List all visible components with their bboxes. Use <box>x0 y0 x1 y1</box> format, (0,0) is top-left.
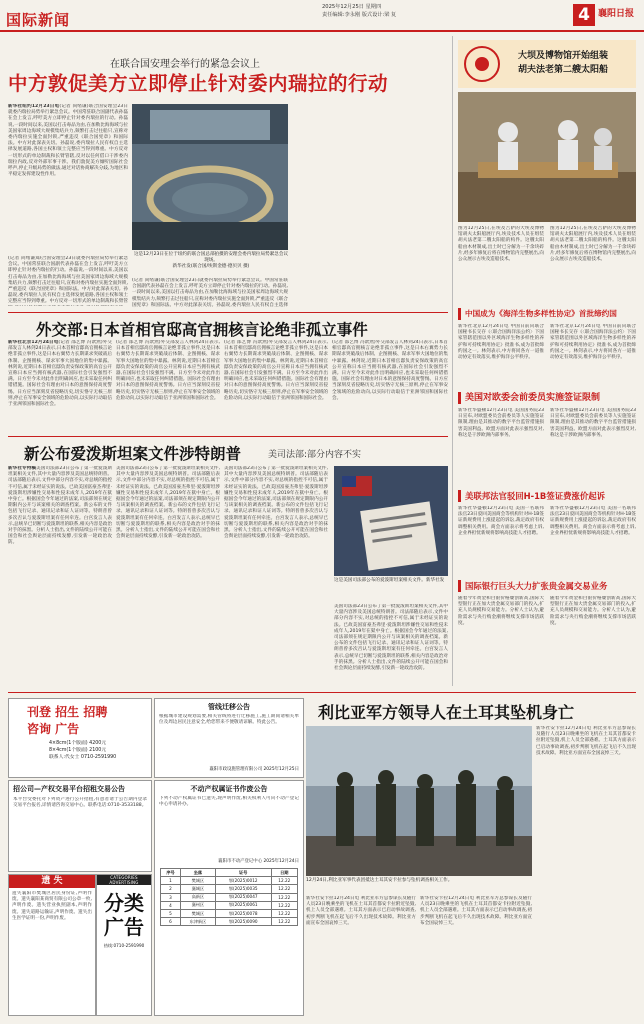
solar-boat-assembly-photo <box>458 92 636 222</box>
rate-lines: 4×8cm(1个版面) 4200元 8×4cm(1个版面) 2100元 联系人:代女士 0710-2591990 <box>49 741 117 760</box>
story3-col1: 新华社专特稿美国司法部23日公布了第一批爱泼斯坦案相关文件,其中大量内容涉及美国总统特朗普。司法部随后表示,文件中部分内容不实,对总统的指控不可信,属于未经证实的说法。已故美国富豪杰弗里·爱泼斯坦涉嫌性交易和性侵未成年人,2019年在狱中身亡。根据国会今年通过的法案,司法部须在规定期限内公开与该案相关的调查档案。新公布的文件包括飞行记录、通讯记录和证人证词等。特朗普曾多次否认与爱泼斯坦案有任何牵连。白宫发言人表示,总统早已切断与爱泼斯坦的联系,相关内容是政治对手的抹黑。分析人士指出,文件的陆续公开可能在国会和社会舆论层面持续发酵,引发新一轮政治攻防。 <box>8 466 112 546</box>
classified-phone: 热线:0710-2591990 <box>103 943 145 948</box>
news3-body-1: 新华社华盛顿12月23日电 美国一名联邦法官23日驳回美国商会等机构针对H-1B签证新规费用上涨提起的诉讼,裁定政府有权调整相关费用。商会方面表示将考虑上诉,企业界担忧新规将影响高技能人才招聘。 <box>458 506 544 536</box>
pipeline-sign: 襄阳市政设施管理有限公司 2025年12月25日 <box>209 767 299 772</box>
lost-notices <box>8 874 96 1016</box>
lead-headline: 中方敦促美方立即停止针对委内瑞拉的行动 <box>8 72 389 95</box>
table-row: 3 高新区 鄂(2025)0047 12.22 <box>161 893 298 901</box>
table-header-row: 序号 坐落 证号 日期 <box>161 869 298 877</box>
documents-photo <box>334 466 448 576</box>
news2-headline: 美国对欧委会前委员实施签证限制 <box>458 392 637 404</box>
news2-body-2: 新华社华盛顿12月23日电 美国国务院23日宣布,对欧盟委员会前委员等人实施签证限制,理由是其推动的数字平台监管措施损害美国利益。欧盟方面对此表示强烈反对,称这是干涉欧洲内部事务。 <box>550 408 636 438</box>
property-body: 下列不动产权属证书已遗失,现声明作废,相关权利人可向不动产登记中心申请补办。 <box>159 796 299 808</box>
pipeline-notice <box>154 698 304 778</box>
column-divider <box>452 36 453 686</box>
news3-body-2: 新华社华盛顿12月23日电 美国一名联邦法官23日驳回美国商会等机构针对H-1B签证新规费用上涨提起的诉讼,裁定政府有权调整相关费用。商会方面表示将考虑上诉,企业界担忧新规将影响高技能人才招聘。 <box>550 506 636 536</box>
story3-photo <box>334 466 448 576</box>
table-row: 4 襄州区 鄂(2025)0061 12.22 <box>161 901 298 909</box>
libya-body-2: 新华社安卡拉12月24日电 利比亚军方总参谋长及随行人员23日晚乘坐的飞机在土耳其首都安卡拉附近坠毁,机上人员全部遇难。土耳其方面表示已启动事故调查,初步判断飞机在起飞后不久出现技术故障。利比亚方面宣布全国哀悼三天。 <box>420 896 532 926</box>
editor-line: 责任编辑:李永刚 版式设计:梁 复 <box>322 11 397 18</box>
story3-col2: 美国司法部23日公布了第一批爱泼斯坦案相关文件,其中大量内容涉及美国总统特朗普。司法部随后表示,文件中部分内容不实,对总统的指控不可信,属于未经证实的说法。已故美国富豪杰弗里·爱泼斯坦涉嫌性交易和性侵未成年人,2019年在狱中身亡。根据国会今年通过的法案,司法部须在规定期限内公开与该案相关的调查档案。新公布的文件包括飞行记录、通讯记录和证人证词等。特朗普曾多次否认与爱泼斯坦案有任何牵连。白宫发言人表示,总统早已切断与爱泼斯坦的联系,相关内容是政治对手的抹黑。分析人士指出,文件的陆续公开可能在国会和社会舆论层面持续发酵,引发新一轮政治攻防。 <box>116 466 220 540</box>
story2-top-rule <box>8 312 448 313</box>
classified-title: 分类广告 <box>104 891 144 939</box>
libya-caption: 12月24日,利比亚军事代表团抵达土耳其安卡拉参与坠机调查相关工作。 <box>306 878 453 883</box>
story3-headline: 新公布爱泼斯坦案文件涉特朗普 <box>24 445 242 463</box>
auction-body: 本平台受委托对下列资产进行公开招租,有意者请于公告期内登录交易平台报名,详情请咨询交易中心。联系电话:0710-3533188。 <box>13 797 147 809</box>
property-sign: 襄阳市不动产登记中心 2025年12月24日 <box>218 859 299 864</box>
news1-body-2: 新华社北京12月24日电 中国日前向联合国秘书长交存《〈联合国海洋法公约〉下国家管辖范围以外区域海洋生物多样性的养护和可持续利用协定》批准书,成为首批缔约国之一。林剑表示,中方将同各方一道推动协定有效落实,维护海洋公平秩序。 <box>550 324 636 361</box>
story2-col4: (记者 邵艺博 冯歆然)外交部发言人林剑24日表示,日本首相官邸高官拥核言论绝非孤立事件,这是日本右翼势力长期谋求突破战后体制、企图拥核、谋求军事大国地位的集中暴露。林剑说,近期日本首相官邸负责安保政策的高官公开宣称日本应当拥有核武器,在国际社会引发强烈不满。日方至今未对此作出明确回应,也未采取任何纠错措施。国际社会有理由对日本的意图保持高度警惕。日方应当深刻反省侵略历史,切实恪守无核三原则,停止在军事安全领域的危险动向,以实际行动取信于亚洲邻国和国际社会。 <box>332 340 448 401</box>
classified-box <box>96 874 152 1016</box>
story3-tag: 美司法部:部分内容不实 <box>268 450 362 460</box>
property-title: 不动产权属证书作废公告 <box>190 785 268 793</box>
table-row: 2 襄城区 鄂(2025)0035 12.22 <box>161 885 298 893</box>
news1-headline: 中国成为《海洋生物多样性协定》首批缔约国 <box>458 308 637 320</box>
rate-ad-title2: 咨询 广告 <box>27 722 80 736</box>
story3-col3: 美国司法部23日公布了第一批爱泼斯坦案相关文件,其中大量内容涉及美国总统特朗普。司法部随后表示,文件中部分内容不实,对总统的指控不可信,属于未经证实的说法。已故美国富豪杰弗里·爱泼斯坦涉嫌性交易和性侵未成年人,2019年在狱中身亡。根据国会今年通过的法案,司法部须在规定期限内公开与该案相关的调查档案。新公布的文件包括飞行记录、通讯记录和证人证词等。特朗普曾多次否认与爱泼斯坦案有任何牵连。白宫发言人表示,总统早已切断与爱泼斯坦的联系,相关内容是政治对手的抹黑。分析人士指出,文件的陆续公开可能在国会和社会舆论层面持续发酵,引发新一轮政治攻防。 <box>224 466 328 540</box>
lead-photo <box>132 104 288 250</box>
story2-headline: 外交部:日本首相官邸高官拥核言论绝非孤立事件 <box>36 321 368 339</box>
feature-logo-icon <box>462 44 502 84</box>
news2-body-1: 新华社华盛顿12月23日电 美国国务院23日宣布,对欧盟委员会前委员等人实施签证限制,理由是其推动的数字平台监管措施损害美国利益。欧盟方面对此表示强烈反对,称这是干涉欧洲内部事务。 <box>458 408 544 438</box>
lead-photo-caption: 这是12月23日在位于纽约的联合国总部拍摄的安理会委内瑞拉局势紧急会议现场。 新华社发(联合国/埃斯金德·德贝贝 摄) <box>133 252 289 269</box>
story3-photo-caption: 这是美国司法部公布的爱泼斯坦案相关文件。新华社发 <box>334 578 445 583</box>
feature-body-1: 图为12月25日,在埃及吉萨的大埃及博物馆胡夫太阳船展厅内,埃及技术人员在组装胡夫法老第二艘太阳船的构件。这艘太阳船由木材制成,出土时已分解为一千余块碎片,经多年修复后将在博物馆内完整展出,向公众展示古埃及造船技术。 <box>458 226 544 263</box>
libya-body-right: 新华社安卡拉12月24日电 利比亚军方总参谋长及随行人员23日晚乘坐的飞机在土耳其首都安卡拉附近坠毁,机上人员全部遇难。土耳其方面表示已启动事故调查,初步判断飞机在起飞后不久出现技术故障。利比亚方面宣布全国哀悼三天。 <box>536 726 636 756</box>
news1-body-1: 新华社北京12月24日电 中国日前向联合国秘书长交存《〈联合国海洋法公约〉下国家管辖范围以外区域海洋生物多样性的养护和可持续利用协定》批准书,成为首批缔约国之一。林剑表示,中方将同各方一道推动协定有效落实,维护海洋公平秩序。 <box>458 324 544 361</box>
libya-photo <box>306 726 532 876</box>
story3-top-rule <box>8 436 448 437</box>
page-number: 4 <box>573 4 595 26</box>
feature-headline-2: 胡夫法老第二艘太阳船 <box>518 65 609 75</box>
property-table <box>160 868 298 926</box>
feature-headline-1: 大坝及博物馆开始组装 <box>518 51 609 61</box>
feature-photo <box>458 92 636 222</box>
libya-body-1: 新华社安卡拉12月24日电 利比亚军方总参谋长及随行人员23日晚乘坐的飞机在土耳其首都安卡拉附近坠毁,机上人员全部遇难。土耳其方面表示已启动事故调查,初步判断飞机在起飞后不久出现技术故障。利比亚方面宣布全国哀悼三天。 <box>306 896 416 926</box>
date-line: 2025年12月25日 星期四 <box>322 4 382 10</box>
pipeline-body: 根据城市建设规划需要,相关管线将进行迁移施工,施工期间请相关单位及周边居民注意安全,给您带来不便敬请谅解。特此公告。 <box>159 714 299 726</box>
delegation-photo <box>306 726 532 876</box>
libya-top-rule <box>306 692 636 693</box>
libya-headline: 利比亚军方领导人在土耳其坠机身亡 <box>318 703 575 722</box>
lead-body-col2: (记者 尚绪谦)联合国安理会23日就委内瑞拉局势举行紧急会议。中国常驻联合国副代表孙磊在会上发言,呼吁美方立即停止针对委内瑞拉的行动。孙磊说,一段时间以来,美国以打击毒品为由,在加勒比海海域与拉美国家周边海域大规模集结兵力,频繁打击过往船只,宣称对委内瑞拉实施全面封锁,严重违反《联合国宪章》和国际法。中方对此深表关切。孙磊说,委内瑞拉人民有权自主选择 <box>132 278 288 308</box>
table-row: 1 樊城区 鄂(2025)0012 12.22 <box>161 877 298 885</box>
classified-label: CATEGORIES ADVERTISING <box>97 875 151 885</box>
pipeline-title: 管线迁移公告 <box>208 703 250 711</box>
story2-col2: (记者 邵艺博 冯歆然)外交部发言人林剑24日表示,日本首相官邸高官拥核言论绝非孤立事件,这是日本右翼势力长期谋求突破战后体制、企图拥核、谋求军事大国地位的集中暴露。林剑说,近期日本首相官邸负责安保政策的高官公开宣称日本应当拥有核武器,在国际社会引发强烈不满。日方至今未对此作出明确回应,也未采取任何纠错措施。国际社会有理由对日本的意图保持高度警惕。日方应当深刻反省侵略历史,切实恪守无核三原则,停止在军事安全领域的危险动向,以实际行动取信于亚洲邻国和国际社会。 <box>116 340 220 401</box>
masthead-logo: 襄阳日报 <box>598 9 635 19</box>
lead-kicker: 在联合国安理会举行的紧急会议上 <box>110 59 260 70</box>
story2-col1: 新华社北京12月24日电(记者 邵艺博 冯歆然)外交部发言人林剑24日表示,日本首相官邸高官拥核言论绝非孤立事件,这是日本右翼势力长期谋求突破战后体制、企图拥核、谋求军事大国地位的集中暴露。林剑说,近期日本首相官邸负责安保政策的高官公开宣称日本应当拥有核武器,在国际社会引发强烈不满。日方至今未对此作出明确回应,也未采取任何纠错措施。国际社会有理由对日本的意图保持高度警惕。日方应当深刻反省侵略历史,切实恪守无核三原则,停止在军事安全领域的危险动向,以实际行动取信于亚洲邻国和国际社会。 <box>8 340 112 408</box>
feature-banner <box>458 40 636 88</box>
rate-ad-title: 刊登 招生 招聘 <box>27 705 108 719</box>
feature-body-2: 图为12月25日,在埃及吉萨的大埃及博物馆胡夫太阳船展厅内,埃及技术人员在组装胡夫法老第二艘太阳船的构件。这艘太阳船由木材制成,出土时已分解为一千余块碎片,经多年修复后将在博物馆内完整展出,向公众展示古埃及造船技术。 <box>550 226 636 263</box>
table-row: 5 樊城区 鄂(2025)0078 12.22 <box>161 909 298 917</box>
header-meta <box>322 4 572 19</box>
lead-body-col1: 新华社纽约12月23日电(记者 尚绪谦)联合国安理会23日就委内瑞拉局势举行紧急会议。中国常驻联合国副代表孙磊在会上发言,呼吁美方立即停止针对委内瑞拉的行动。孙磊说,一段时间以来,美国以打击毒品为由,在加勒比海海域与拉美国家周边海域大规模集结兵力,频繁打击过往船只,宣称对委内瑞拉实施全面封锁,严重违反《联合国宪章》和国际法。中方对此深表关切。孙磊说,委内瑞拉人民有权自主选择发展道路,各国主权和领土完整应当得到尊重。中方反对一切形式的单边制裁和长臂管辖,反对以任何借口干涉委内瑞拉内政,反对外部军事干涉。我们敦促美方倾听国际社会呼声,停止升级局势的做法,通过对话协商解决分歧,为地区和平稳定发挥建设性作用。 <box>8 104 128 178</box>
property-notice <box>154 780 304 1016</box>
story2-col3: (记者 邵艺博 冯歆然)外交部发言人林剑24日表示,日本首相官邸高官拥核言论绝非孤立事件,这是日本右翼势力长期谋求突破战后体制、企图拥核、谋求军事大国地位的集中暴露。林剑说,近期日本首相官邸负责安保政策的高官公开宣称日本应当拥有核武器,在国际社会引发强烈不满。日方至今未对此作出明确回应,也未采取任何纠错措施。国际社会有理由对日本的意图保持高度警惕。日方应当深刻反省侵略历史,切实恪守无核三原则,停止在军事安全领域的危险动向,以实际行动取信于亚洲邻国和国际社会。 <box>224 340 328 401</box>
table-row: 6 东津新区 鄂(2025)0090 12.22 <box>161 918 298 926</box>
news4-body-1: 随着今年黄金和白银价格屡创新高,国际大型银行正在加大贵金属交易部门的投入,扩充人员规模和交易能力。分析人士认为,避险需求与央行购金潮将继续支撑市场活跃度。 <box>458 596 544 626</box>
rate-ad <box>8 698 152 778</box>
lead-body-col1b: (记者 尚绪谦)联合国安理会23日就委内瑞拉局势举行紧急会议。中国常驻联合国副代表孙磊在会上发言,呼吁美方立即停止针对委内瑞拉的行动。孙磊说,一段时间以来,美国以打击毒品为由,在加勒比海海域与拉美国家周边海域大规模集结兵力,频繁打击过往船只,宣称对委内瑞拉实施全面封锁,严重违反《联合国宪章》和国际法。中方对此深表关切。孙磊说,委内瑞拉人民有权自主选择发展道路,各国主权和领土完整应当得到尊重。中方反对一切形式的单边制裁和长臂管 <box>8 256 128 305</box>
news4-body-2: 随着今年黄金和白银价格屡创新高,国际大型银行正在加大贵金属交易部门的投入,扩充人员规模和交易能力。分析人士认为,避险需求与央行购金潮将继续支撑市场活跃度。 <box>550 596 636 626</box>
header-rule <box>0 30 644 32</box>
auction-title: 招公司—产权交易平台招租交易公告 <box>13 785 125 793</box>
security-council-photo <box>132 104 288 250</box>
news3-headline: 美联邦法官驳回H-1B签证费涨价起诉 <box>458 490 637 502</box>
section-title: 国际新闻 <box>6 11 71 29</box>
news4-headline: 国际银行巨头大力扩张贵金属交易业务 <box>458 580 637 592</box>
page-header <box>0 0 644 34</box>
auction-notice <box>8 780 152 872</box>
lost-title: 遗 失 <box>9 875 95 888</box>
story3-col4: 美国司法部23日公布了第一批爱泼斯坦案相关文件,其中大量内容涉及美国总统特朗普。司法部随后表示,文件中部分内容不实,对总统的指控不可信,属于未经证实的说法。已故美国富豪杰弗里·爱泼斯坦涉嫌性交易和性侵未成年人,2019年在狱中身亡。根据国会今年通过的法案,司法部须在规定期限内公开与该案相关的调查档案。新公布的文件包括飞行记录、通讯记录和证人证词等。特朗普曾多次否认与爱泼斯坦案有任何牵连。白宫发言人表示,总统早已切断与爱泼斯坦的联系,相关内容是政治对手的抹黑。分析人士指出,文件的陆续公开可能在国会和社会舆论层面持续发酵,引发新一轮政治攻防。 <box>334 604 448 672</box>
lost-body: 遗失襄阳市樊城区居民身份证,声明作废。遗失襄阳某商贸有限公司公章一枚,声明作废。遗失营业执照副本,声明作废。遗失道路运输证,声明作废。遗失出生医学证明一份,声明作废。 <box>12 891 92 921</box>
